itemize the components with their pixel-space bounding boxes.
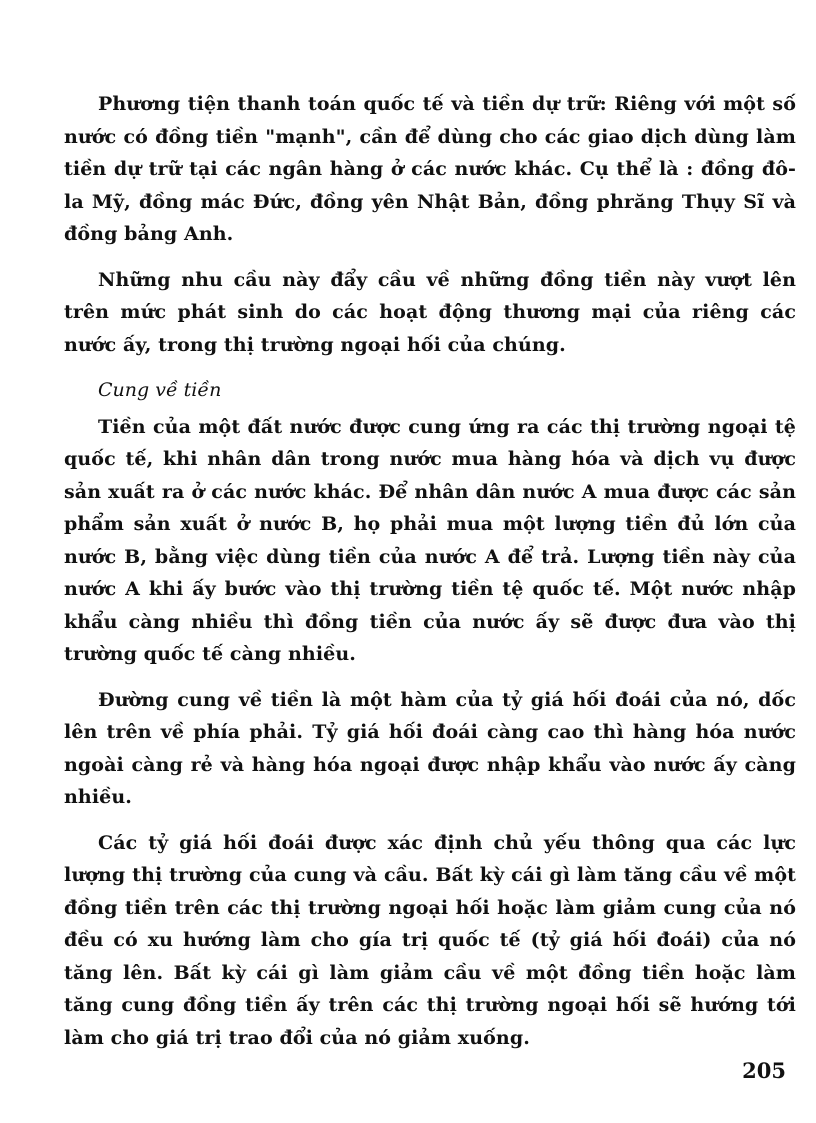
paragraph-exchange-rates: Các tỷ giá hối đoái được xác định chủ yếu thông qua các lực lượng thị trường của cung và cầu. Bất kỳ cái gì làm tăng cầu về một đồng tiền trên các thị trường ngoại hối hoặc làm giảm cung của nó đều có xu hướng làm cho gía trị quốc tế (tỷ giá hối đoái) của nó tăng lên. Bất kỳ cái gì làm giảm cầu về một đồng tiền hoặc làm tăng cung đồng tiền ấy trên các thị trường ngoại hối sẽ hướng tới làm cho giá trị trao đổi của nó giảm xuống.	[64, 831, 796, 1049]
paragraph-supply-curve: Đường cung về tiền là một hàm của tỷ giá hối đoái của nó, dốc lên trên về phía phải. Tỷ giá hối đoái càng cao thì hàng hóa nước ngoài càng rẻ và hàng hóa ngoại được nhập khẩu vào nước ấy càng nhiều.	[64, 688, 796, 808]
paragraph-demand-push: Những nhu cầu này đẩy cầu về những đồng tiền này vượt lên trên mức phát sinh do các hoạt động thương mại của riêng các nước ấy, trong thị trường ngoại hối của chúng.	[64, 268, 796, 356]
page-body	[64, 88, 796, 1067]
page-number: 205	[742, 1058, 786, 1083]
paragraph-payment-reserve: Phương tiện thanh toán quốc tế và tiền dự trữ: Riêng với một số nước có đồng tiền "mạnh", cần để dùng cho các giao dịch dùng làm tiền dự trữ tại các ngân hàng ở các nước khác. Cụ thể là : đồng đô-la Mỹ, đồng mác Đức, đồng yên Nhật Bản, đồng phrăng Thụy Sĩ và đồng bảng Anh.	[64, 93, 796, 245]
paragraph-money-supply: Tiền của một đất nước được cung ứng ra các thị trường ngoại tệ quốc tế, khi nhân dân trong nước mua hàng hóa và dịch vụ được sản xuất ra ở các nước khác. Để nhân dân nước A mua được các sản phẩm sản xuất ở nước B, họ phải mua một lượng tiền đủ lớn của nước B, bằng việc dùng tiền của nước A để trả. Lượng tiền này của nước A khi ấy bước vào thị trường tiền tệ quốc tế. Một nước nhập khẩu càng nhiều thì đồng tiền của nước ấy sẽ được đưa vào thị trường quốc tế càng nhiều.	[64, 415, 796, 665]
section-heading: Cung về tiền	[98, 379, 222, 401]
